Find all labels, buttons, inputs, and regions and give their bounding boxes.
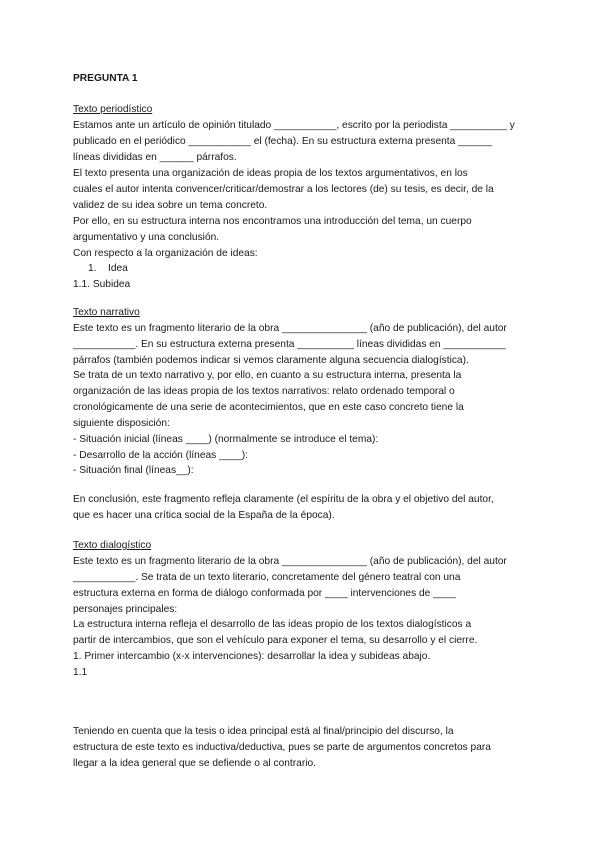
paragraph-line: organización de las ideas propia de los textos narrativos: relato ordenado temporal o <box>73 386 455 397</box>
final-paragraph-line: Teniendo en cuenta que la tesis o idea principal está al final/principio del discurso, la <box>73 726 454 737</box>
conclusion-line: En conclusión, este fragmento refleja claramente (el espíritu de la obra y el objetivo del autor, <box>73 494 494 505</box>
paragraph-line: Por ello, en su estructura interna nos encontramos una introducción del tema, un cuerpo <box>73 216 472 227</box>
list-number: 1. <box>88 263 97 274</box>
section-heading-dialogistico: Texto dialogístico <box>73 540 152 551</box>
list-item-label: Idea <box>108 263 128 274</box>
paragraph-line: El texto presenta una organización de ideas propia de los textos argumentativos, en los <box>73 168 468 179</box>
page-title: PREGUNTA 1 <box>73 73 138 84</box>
paragraph-line: estructura externa en forma de diálogo conformada por ____ intervenciones de ____ <box>73 588 456 599</box>
paragraph-line: 1. Primer intercambio (x-x intervenciones): desarrollar la idea y subideas abajo. <box>73 651 431 662</box>
paragraph-line: argumentativo y una conclusión. <box>73 232 220 243</box>
final-paragraph-line: llegar a la idea general que se defiende o al contrario. <box>73 758 316 769</box>
paragraph-line: ___________. Se trata de un texto literario, concretamente del género teatral con una <box>73 572 461 583</box>
final-paragraph-line: estructura de este texto es inductiva/deductiva, pues se parte de argumentos concretos para <box>73 742 491 753</box>
paragraph-line: personajes principales: <box>73 604 178 615</box>
paragraph-line: validez de su idea sobre un tema concreto. <box>73 200 268 211</box>
paragraph-line: ___________. En su estructura externa presenta __________ líneas divididas en ___________ <box>73 339 506 350</box>
paragraph-line: publicado en el periódico ___________ el (fecha). En su estructura externa presenta ______ <box>73 136 493 147</box>
paragraph-line: Con respecto a la organización de ideas: <box>73 248 258 259</box>
paragraph-line: líneas divididas en ______ párrafos. <box>73 152 237 163</box>
section-heading-narrativo: Texto narrativo <box>73 307 140 318</box>
paragraph-line: Se trata de un texto narrativo y, por ello, en cuanto a su estructura interna, presenta la <box>73 370 462 381</box>
paragraph-line: cuales el autor intenta convencer/criticar/demostrar a los lectores (de) su tesis, es decir, de la <box>73 184 494 195</box>
paragraph-line: - Desarrollo de la acción (líneas ____): <box>73 450 248 461</box>
paragraph-line: - Situación inicial (líneas ____) (normalmente se introduce el tema): <box>73 434 379 445</box>
paragraph-line: Este texto es un fragmento literario de la obra _______________ (año de publicación), del autor <box>73 556 507 567</box>
sublist-item: 1.1. Subidea <box>73 279 131 290</box>
paragraph-line: Estamos ante un artículo de opinión titulado ___________, escrito por la periodista __________ y <box>73 120 515 131</box>
paragraph-line: La estructura interna refleja el desarrollo de las ideas propio de los textos dialogísticos a <box>73 619 472 630</box>
paragraph-line: Este texto es un fragmento literario de la obra _______________ (año de publicación), del autor <box>73 323 507 334</box>
paragraph-line: párrafos (también podemos indicar si vemos claramente alguna secuencia dialogística). <box>73 355 469 366</box>
paragraph-line: 1.1 <box>73 667 88 678</box>
paragraph-line: - Situación final (líneas__): <box>73 465 194 476</box>
section-heading-periodistico: Texto periodístico <box>73 104 153 115</box>
paragraph-line: cronológicamente de una serie de acontecimientos, que en este caso concreto tiene la <box>73 402 464 413</box>
paragraph-line: siguiente disposición: <box>73 418 170 429</box>
conclusion-line: que es hacer una crítica social de la España de la época). <box>73 510 335 521</box>
paragraph-line: partir de intercambios, que son el vehículo para exponer el tema, su desarrollo y el cierre. <box>73 635 478 646</box>
